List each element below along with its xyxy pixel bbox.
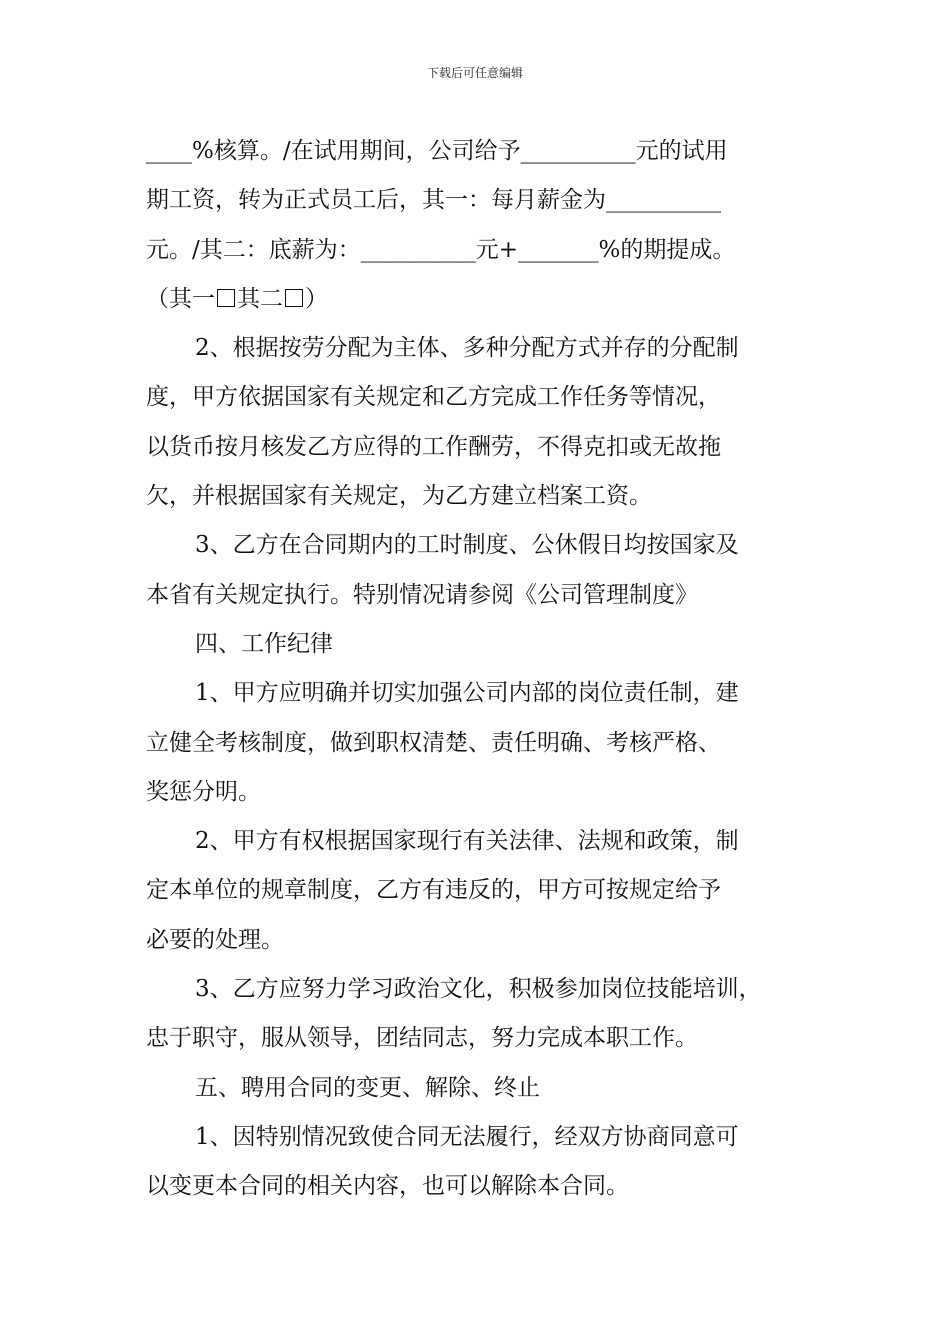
option-label-2: 其二 bbox=[237, 285, 283, 312]
paragraph-line: 忠于职守，服从领导，团结同志，努力完成本职工作。 bbox=[146, 1025, 698, 1052]
document-body bbox=[146, 127, 811, 1212]
paragraph-line: 3、乙方应努力学习政治文化，积极参加岗位技能培训， bbox=[195, 976, 762, 1003]
option-open: （其一 bbox=[146, 285, 215, 312]
paragraph-line: 以变更本合同的相关内容，也可以解除本合同。 bbox=[146, 1173, 629, 1200]
paragraph-line: 2、根据按劳分配为主体、多种分配方式并存的分配制 bbox=[195, 335, 739, 362]
paragraph-line: 本省有关规定执行。特别情况请参阅《公司管理制度》 bbox=[146, 581, 698, 608]
checkbox-option-1[interactable] bbox=[217, 289, 235, 307]
paragraph-line: 1、甲方应明确并切实加强公司内部的岗位责任制，建 bbox=[195, 680, 739, 707]
text-line: 元。/其二：底薪为：__________元+_______%的期提成。 bbox=[146, 236, 736, 263]
section-heading: 四、工作纪律 bbox=[195, 630, 333, 657]
paragraph-line: 度，甲方依据国家有关规定和乙方完成工作任务等情况， bbox=[146, 384, 721, 411]
paragraph-line: 以货币按月核发乙方应得的工作酬劳，不得克扣或无故拖 bbox=[146, 433, 721, 460]
text-line: 期工资，转为正式员工后，其一：每月薪金为__________ bbox=[146, 187, 721, 214]
section-heading: 五、聘用合同的变更、解除、终止 bbox=[195, 1074, 540, 1101]
option-close: ） bbox=[305, 285, 328, 312]
checkbox-option-2[interactable] bbox=[285, 289, 303, 307]
paragraph-line: 奖惩分明。 bbox=[146, 778, 261, 805]
paragraph-line: 必要的处理。 bbox=[146, 926, 284, 953]
paragraph-line: 欠，并根据国家有关规定，为乙方建立档案工资。 bbox=[146, 483, 652, 510]
paragraph-line: 3、乙方在合同期内的工时制度、公休假日均按国家及 bbox=[195, 532, 739, 559]
paragraph-line: 定本单位的规章制度，乙方有违反的，甲方可按规定给予 bbox=[146, 877, 721, 904]
paragraph-line: 立健全考核制度，做到职权清楚、责任明确、考核严格、 bbox=[146, 729, 721, 756]
paragraph-line: 2、甲方有权根据国家现行有关法律、法规和政策，制 bbox=[195, 828, 739, 855]
paragraph-line: 1、因特别情况致使合同无法履行，经双方协商同意可 bbox=[195, 1123, 739, 1150]
option-line bbox=[146, 275, 811, 324]
text-line: ____%核算。/在试用期间，公司给予__________元的试用 bbox=[146, 138, 728, 164]
page-header: 下载后可任意编辑 bbox=[426, 66, 523, 80]
